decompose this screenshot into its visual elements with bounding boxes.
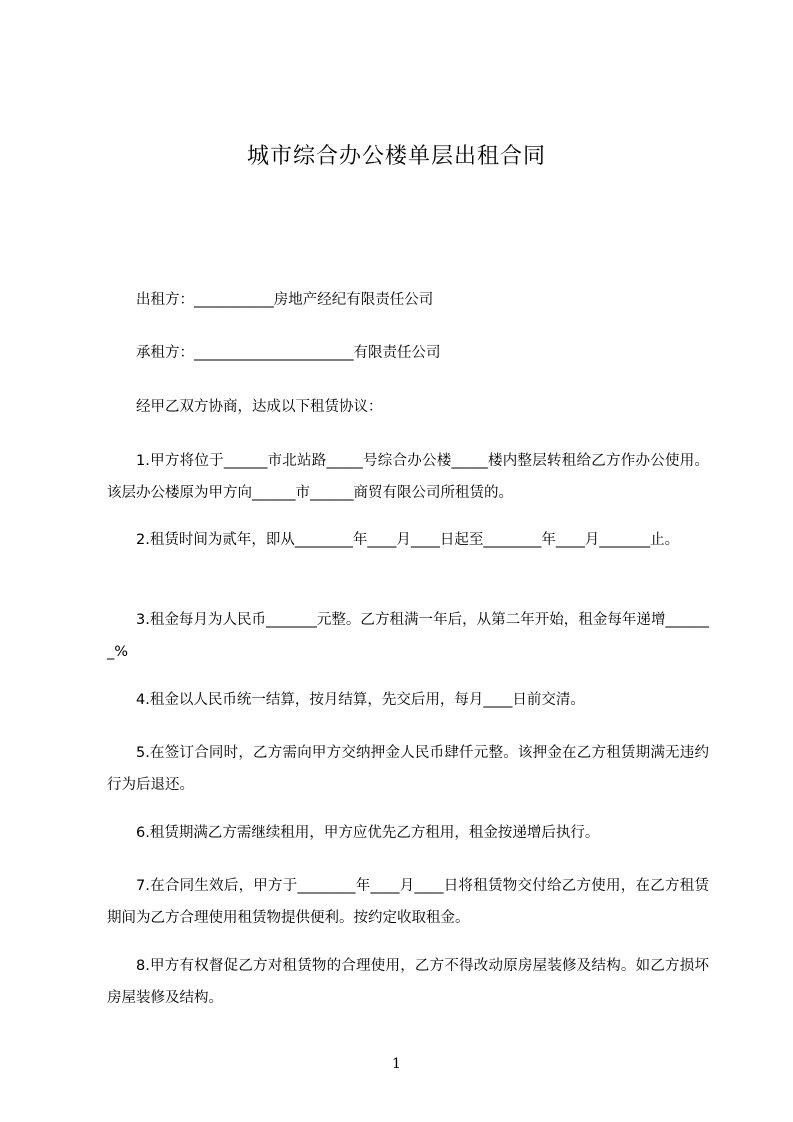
clause-2: 2.租赁时间为贰年，即从________年____月____日起至________年____月_______止。 [136,532,680,548]
intro-line: 经甲乙双方协商，达成以下租赁协议： [136,399,383,415]
clause-3: 3.租金每月为人民币_______元整。乙方租满一年后，从第二年开始，租金每年递增_______% [107,612,709,660]
document-title: 城市综合办公楼单层出租合同 [246,144,546,169]
clause-8: 8.甲方有权督促乙方对租赁物的合理使用，乙方不得改动原房屋装修及结构。如乙方损坏房屋装修及结构。 [107,958,709,1006]
clause-7: 7.在合同生效后，甲方于________年____月____日将租赁物交付给乙方使用，在乙方租赁期间为乙方合理使用租赁物提供便利。按约定收取租金。 [107,878,709,926]
lessor-line: 出租方：___________房地产经纪有限责任公司 [136,292,434,308]
clause-6: 6.租赁期满乙方需继续租用，甲方应优先乙方租用，租金按递增后执行。 [136,825,600,841]
page-number: 1 [392,1056,401,1072]
lessee-line: 承租方：______________________有限责任公司 [136,345,441,361]
clause-5: 5.在签订合同时，乙方需向甲方交纳押金人民币肆仟元整。该押金在乙方租赁期满无违约行为后退还。 [107,745,709,793]
clause-1: 1.甲方将位于______市北站路_____号综合办公楼_____楼内整层转租给乙方作办公使用。该层办公楼原为甲方向______市______商贸有限公司所租赁的。 [107,453,709,501]
clause-4: 4.租金以人民币统一结算，按月结算，先交后用，每月____日前交清。 [136,692,585,708]
